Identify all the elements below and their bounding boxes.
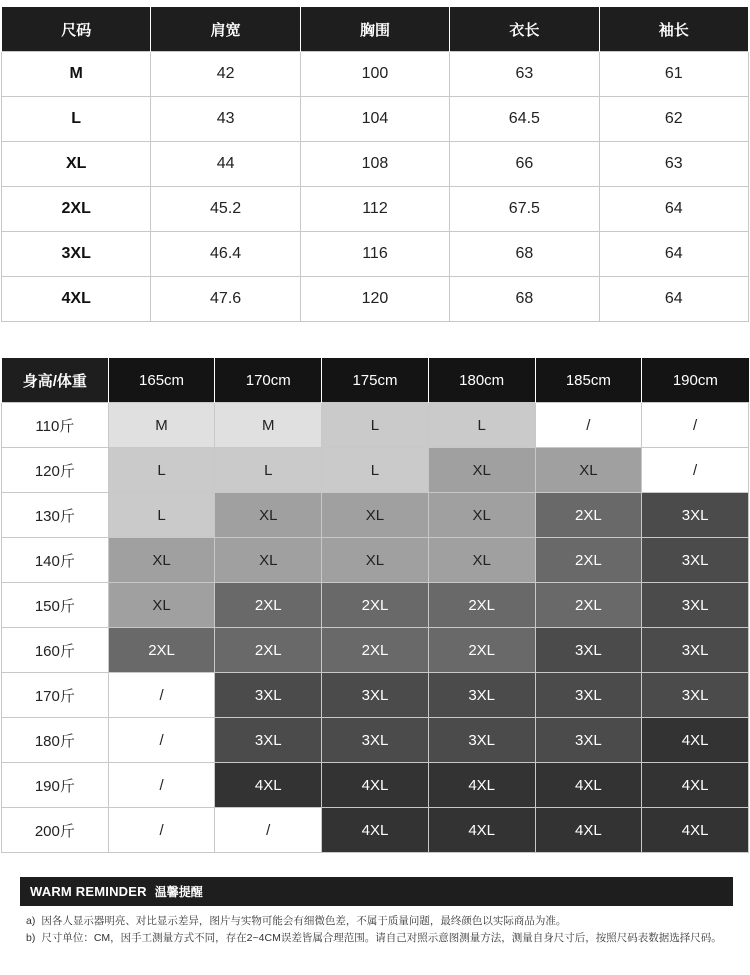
recommended-size-cell: 3XL <box>642 583 749 628</box>
measurement-cell: 64.5 <box>450 97 599 142</box>
measurement-cell: 100 <box>300 52 449 97</box>
weight-label-cell: 120斤 <box>2 448 109 493</box>
size-chart-header-cell: 肩宽 <box>151 7 300 52</box>
measurement-cell: 116 <box>300 232 449 277</box>
weight-label-cell: 130斤 <box>2 493 109 538</box>
recommended-size-cell: 4XL <box>322 763 429 808</box>
weight-label-cell: 140斤 <box>2 538 109 583</box>
recommendation-body <box>2 403 749 853</box>
recommended-size-cell: L <box>428 403 535 448</box>
measurement-cell: 62 <box>599 97 748 142</box>
note-text: 因各人显示器明亮、对比显示差异，图片与实物可能会有细微色差，不属于质量问题，最终颜色以实际商品为准。 <box>41 915 567 927</box>
recommended-size-cell: / <box>108 673 215 718</box>
recommendation-row <box>2 583 749 628</box>
recommendation-row <box>2 538 749 583</box>
recommended-size-cell: 3XL <box>428 673 535 718</box>
recommended-size-cell: XL <box>215 538 322 583</box>
recommendation-row <box>2 673 749 718</box>
size-chart-row <box>2 142 749 187</box>
measurement-cell: 104 <box>300 97 449 142</box>
recommendation-row <box>2 763 749 808</box>
recommended-size-cell: 4XL <box>215 763 322 808</box>
measurement-cell: 64 <box>599 187 748 232</box>
recommended-size-cell: 3XL <box>642 673 749 718</box>
height-header-cell: 185cm <box>535 358 642 403</box>
recommendation-row <box>2 718 749 763</box>
size-chart-row <box>2 277 749 322</box>
recommended-size-cell: 3XL <box>642 538 749 583</box>
size-label-cell: 2XL <box>2 187 151 232</box>
recommended-size-cell: / <box>535 403 642 448</box>
recommended-size-cell: XL <box>428 448 535 493</box>
recommendation-row <box>2 448 749 493</box>
measurement-cell: 42 <box>151 52 300 97</box>
size-chart-row <box>2 52 749 97</box>
recommended-size-cell: 2XL <box>108 628 215 673</box>
size-label-cell: XL <box>2 142 151 187</box>
recommended-size-cell: 3XL <box>215 718 322 763</box>
height-header-cell: 165cm <box>108 358 215 403</box>
recommended-size-cell: 3XL <box>535 673 642 718</box>
recommended-size-cell: XL <box>428 538 535 583</box>
recommended-size-cell: XL <box>108 538 215 583</box>
recommended-size-cell: / <box>642 403 749 448</box>
recommended-size-cell: M <box>108 403 215 448</box>
recommended-size-cell: 2XL <box>322 583 429 628</box>
reminder-note <box>26 930 741 947</box>
recommended-size-cell: XL <box>322 538 429 583</box>
size-label-cell: 4XL <box>2 277 151 322</box>
recommended-size-cell: L <box>108 493 215 538</box>
recommended-size-cell: 4XL <box>322 808 429 853</box>
measurement-cell: 46.4 <box>151 232 300 277</box>
height-weight-corner-label: 身高/体重 <box>2 358 109 403</box>
weight-label-cell: 180斤 <box>2 718 109 763</box>
recommended-size-cell: L <box>322 403 429 448</box>
size-chart-header-cell: 衣长 <box>450 7 599 52</box>
measurement-cell: 120 <box>300 277 449 322</box>
recommended-size-cell: 2XL <box>428 628 535 673</box>
recommended-size-cell: / <box>108 808 215 853</box>
recommended-size-cell: 4XL <box>642 763 749 808</box>
size-chart-body <box>2 52 749 322</box>
recommendation-row <box>2 403 749 448</box>
recommended-size-cell: M <box>215 403 322 448</box>
measurement-cell: 43 <box>151 97 300 142</box>
size-chart-row <box>2 97 749 142</box>
height-header-cell: 190cm <box>642 358 749 403</box>
reminder-note <box>26 913 741 930</box>
size-label-cell: M <box>2 52 151 97</box>
recommended-size-cell: L <box>322 448 429 493</box>
note-text: 尺寸单位：CM，因手工测量方式不同，存在2~4CM误差皆属合理范围。请自己对照示意图测量方法，测量自身尺寸后，按照尺码表数据选择尺码。 <box>41 932 722 944</box>
size-chart-header-row <box>2 7 749 52</box>
weight-label-cell: 110斤 <box>2 403 109 448</box>
size-chart-row <box>2 232 749 277</box>
measurement-cell: 66 <box>450 142 599 187</box>
recommended-size-cell: / <box>108 718 215 763</box>
recommended-size-cell: XL <box>322 493 429 538</box>
measurement-cell: 63 <box>450 52 599 97</box>
size-label-cell: L <box>2 97 151 142</box>
note-marker: a) <box>26 915 36 927</box>
recommended-size-cell: 4XL <box>535 763 642 808</box>
measurement-cell: 64 <box>599 277 748 322</box>
recommended-size-cell: 3XL <box>642 493 749 538</box>
height-header-cell: 170cm <box>215 358 322 403</box>
recommended-size-cell: 2XL <box>535 538 642 583</box>
recommendation-row <box>2 628 749 673</box>
note-marker: b) <box>26 932 36 944</box>
reminder-title-cn: 温馨提醒 <box>154 885 203 899</box>
measurement-cell: 108 <box>300 142 449 187</box>
size-label-cell: 3XL <box>2 232 151 277</box>
recommended-size-cell: 3XL <box>535 718 642 763</box>
recommended-size-cell: 4XL <box>642 718 749 763</box>
recommended-size-cell: XL <box>215 493 322 538</box>
recommended-size-cell: 2XL <box>535 493 642 538</box>
measurement-cell: 47.6 <box>151 277 300 322</box>
recommended-size-cell: 4XL <box>428 763 535 808</box>
recommended-size-cell: XL <box>535 448 642 493</box>
weight-label-cell: 170斤 <box>2 673 109 718</box>
recommended-size-cell: 2XL <box>535 583 642 628</box>
recommended-size-cell: 3XL <box>215 673 322 718</box>
recommended-size-cell: 2XL <box>322 628 429 673</box>
recommended-size-cell: 3XL <box>535 628 642 673</box>
weight-label-cell: 200斤 <box>2 808 109 853</box>
measurement-cell: 68 <box>450 277 599 322</box>
recommended-size-cell: 3XL <box>322 673 429 718</box>
size-recommendation-table <box>1 358 749 853</box>
height-header-cell: 180cm <box>428 358 535 403</box>
measurement-cell: 64 <box>599 232 748 277</box>
recommended-size-cell: L <box>108 448 215 493</box>
warm-reminder-bar <box>20 877 733 906</box>
recommendation-row <box>2 808 749 853</box>
recommended-size-cell: XL <box>108 583 215 628</box>
measurement-cell: 68 <box>450 232 599 277</box>
measurement-cell: 67.5 <box>450 187 599 232</box>
recommendation-row <box>2 493 749 538</box>
recommended-size-cell: XL <box>428 493 535 538</box>
size-chart-header-cell: 袖长 <box>599 7 748 52</box>
measurement-cell: 44 <box>151 142 300 187</box>
recommended-size-cell: / <box>215 808 322 853</box>
measurement-cell: 61 <box>599 52 748 97</box>
weight-label-cell: 150斤 <box>2 583 109 628</box>
recommended-size-cell: 4XL <box>428 808 535 853</box>
recommended-size-cell: 3XL <box>322 718 429 763</box>
height-header-cell: 175cm <box>322 358 429 403</box>
reminder-title-en: WARM REMINDER <box>30 884 147 899</box>
measurement-cell: 45.2 <box>151 187 300 232</box>
recommended-size-cell: / <box>108 763 215 808</box>
recommendation-header-row <box>2 358 749 403</box>
recommended-size-cell: 2XL <box>428 583 535 628</box>
size-chart-row <box>2 187 749 232</box>
recommended-size-cell: 3XL <box>642 628 749 673</box>
recommended-size-cell: 2XL <box>215 628 322 673</box>
recommended-size-cell: 2XL <box>215 583 322 628</box>
recommended-size-cell: L <box>215 448 322 493</box>
size-chart-header-cell: 胸围 <box>300 7 449 52</box>
reminder-notes <box>26 913 741 947</box>
size-chart-table <box>1 7 749 322</box>
weight-label-cell: 160斤 <box>2 628 109 673</box>
recommended-size-cell: 4XL <box>535 808 642 853</box>
weight-label-cell: 190斤 <box>2 763 109 808</box>
recommended-size-cell: 4XL <box>642 808 749 853</box>
measurement-cell: 63 <box>599 142 748 187</box>
size-chart-header-cell: 尺码 <box>2 7 151 52</box>
recommended-size-cell: 3XL <box>428 718 535 763</box>
measurement-cell: 112 <box>300 187 449 232</box>
recommended-size-cell: / <box>642 448 749 493</box>
